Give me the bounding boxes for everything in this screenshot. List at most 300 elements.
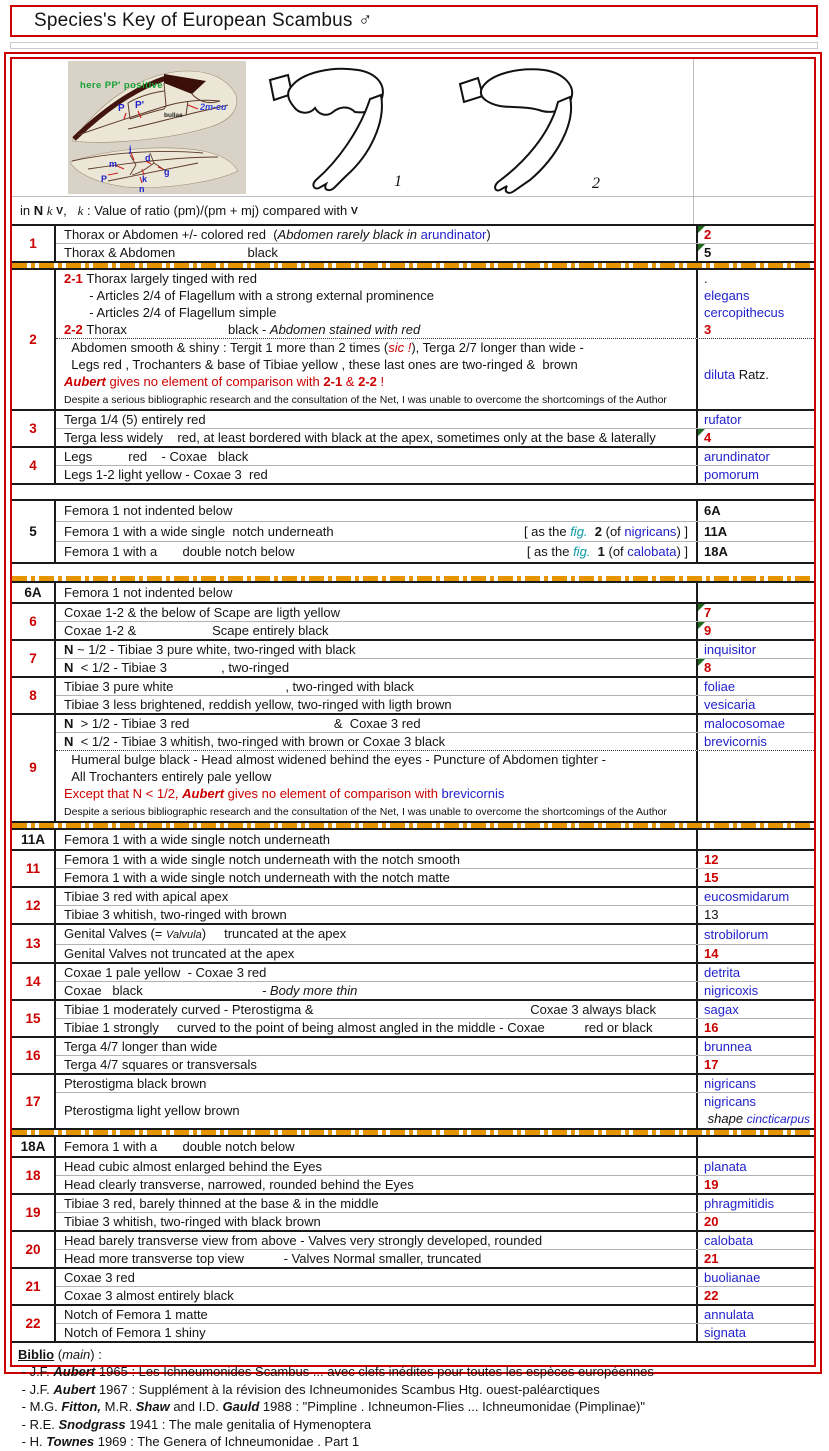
figure-1-number: 1 [394,173,402,190]
text-segment: strobilorum [704,926,769,942]
text-segment: N [33,203,47,218]
text-segment: 11A [704,523,728,539]
spacer [12,485,814,499]
entry-target [696,1158,814,1175]
key-couplet-14 [12,962,814,1001]
entry-target [696,1056,814,1073]
couplet-number: 18A [12,1137,56,1156]
entry-target [696,1324,814,1341]
wing-d-label: d [145,153,151,163]
text-segment: 2-1 [323,374,343,389]
text-segment: N [64,715,77,731]
key-entry [56,604,814,621]
text-segment: arundinator [704,449,770,464]
key-entry [56,715,814,732]
key-entry [56,1306,814,1323]
entry-description [56,906,696,923]
text-segment: ) [486,227,491,242]
key-section-header-18A [12,1135,814,1158]
entry-description [56,339,696,409]
key-couplet-18 [12,1156,814,1195]
text-segment: 1 [597,544,605,559]
text-line [64,851,692,868]
text-line [704,501,814,521]
key-couplet-5 [12,499,814,564]
key-entry [56,925,814,944]
entry-description [56,411,696,428]
text-segment: 12 [704,851,719,867]
text-segment: (of [602,523,625,539]
key-entry [56,1232,814,1249]
text-line [704,926,814,943]
text-segment: (of [604,544,628,559]
text-line [64,768,692,785]
text-line [704,366,814,383]
entry-target [696,715,814,732]
text-line [704,244,814,261]
couplet-number: 6A [12,583,56,602]
text-segment: N [64,733,77,749]
wing-m-label: m [109,159,118,169]
couplet-number: 9 [12,715,56,821]
text-segment: Coxae 3 red [64,1269,135,1285]
text-segment: 2 [594,523,602,539]
text-line [704,964,814,981]
key-entry [56,226,814,243]
couplet-entries [56,1306,814,1341]
text-segment: [ as the [523,523,571,539]
entry-description [56,466,696,483]
text-segment: Despite a serious bibliographic research and the consultation of the Net, I was unable to overcome the shortcomings of the Author [64,805,667,818]
couplet-number: 11 [12,851,56,886]
title-separator-strip [10,42,818,49]
text-line [64,906,692,923]
text-segment: eucosmidarum [704,888,790,904]
entry-target [696,1306,814,1323]
key-entry [56,1137,814,1156]
text-line [64,226,692,243]
entry-target [696,622,814,639]
text-line [64,321,692,338]
title-box [10,5,818,37]
text-line [704,869,814,886]
text-segment: Aubert [53,1381,96,1397]
entry-description [56,244,696,261]
text-segment: < 1/2 - Tibiae 3 , two-ringed [77,659,290,675]
text-segment: gives no element of comparison with [105,374,324,389]
text-segment: Tibiae 3 pure white , two-ringed with black [64,678,414,694]
key-entry [56,981,814,999]
text-segment: arundinator [420,227,487,242]
text-segment: 2-2 [358,374,377,389]
text-line [704,888,814,905]
text-segment: buolianae [704,1269,761,1285]
text-segment: 17 [704,1056,719,1072]
couplet-number: 22 [12,1306,56,1341]
entry-target [696,888,814,905]
text-line [64,1001,692,1018]
text-line [704,1001,814,1018]
text-segment: Notch of Femora 1 shiny [64,1324,206,1340]
couplet-number: 14 [12,964,56,999]
text-line [64,945,692,962]
text-line [64,1176,692,1193]
text-segment: 21 [704,1250,719,1266]
text-segment: Tibiae 3 whitish, two-ringed with brown [64,906,287,922]
text-segment: - H. [18,1434,47,1449]
text-segment: main [62,1346,91,1362]
couplet-entries [56,964,814,999]
text-segment: Legs red , Trochanters & base of Tibiae yellow , these last ones are two-ringed & brown [64,357,578,372]
entry-description [56,1019,696,1036]
dichotomous-key-table [12,224,814,1343]
entry-target [696,1093,814,1128]
entry-description [56,1038,696,1055]
text-line [704,1213,814,1230]
entry-target [696,448,814,465]
entry-target [696,1019,814,1036]
text-line [704,1056,814,1073]
entry-description [56,659,696,676]
text-line [64,964,692,981]
entry-target [696,964,814,981]
couplet-number: 21 [12,1269,56,1304]
text-segment: brunnea [704,1038,752,1054]
key-entry [56,868,814,886]
text-line [64,1324,692,1341]
text-line [704,733,814,750]
text-line [64,373,692,390]
entry-target [696,604,814,621]
text-line [704,715,814,732]
key-couplet-19 [12,1193,814,1232]
text-line [704,851,814,868]
text-segment: - Articles 2/4 of Flagellum simple [64,305,277,320]
text-segment [590,544,597,559]
wing-p2-label: P' [135,100,145,111]
text-line [64,733,692,750]
biblio-entry [18,1433,810,1451]
entry-description [56,1269,696,1286]
key-entry [56,1175,814,1193]
text-segment: Femora 1 with a wide single notch underneath [64,831,330,847]
text-segment: Femora 1 with a wide single notch underneath with the notch smooth [64,851,461,867]
entry-target [696,542,814,562]
text-segment: Shaw [135,1399,170,1414]
biblio-entry [18,1398,810,1416]
key-couplet-11 [12,849,814,888]
text-segment: 1967 : Supplément à la révision des Ichneumonides Scambus Htg. ouest-paléarctiques [95,1381,600,1397]
text-segment: Snodgrass [58,1416,126,1432]
text-segment: Tibiae 3 whitish, two-ringed with black brown [64,1213,321,1229]
wing-P-label: P [101,174,108,184]
text-segment: 2 [704,227,712,242]
page-title: Species's Key of European Scambus ♂ [34,10,373,31]
femur-figure-1 [258,62,428,194]
entry-target [696,1137,814,1156]
key-entry [56,905,814,923]
entry-description [56,542,696,562]
text-line [64,287,692,304]
couplet-number: 1 [12,226,56,261]
green-corner-marker [698,226,705,233]
key-entry [56,521,814,542]
couplet-entries [56,925,814,962]
text-line [704,1324,814,1341]
text-line [64,696,692,713]
text-segment: Coxae 1 pale yellow - Coxae 3 red [64,964,267,980]
text-segment: Aubert [182,785,225,801]
text-line [704,1176,814,1193]
text-line [64,622,692,639]
key-entry [56,1158,814,1175]
key-couplet-8 [12,676,814,715]
text-segment: Notch of Femora 1 matte [64,1306,208,1322]
text-line [64,1306,692,1323]
key-entry [56,750,814,821]
text-line [704,678,814,695]
text-segment: inquisitor [704,641,757,657]
text-segment: Thorax largely tinged with red [86,271,257,286]
text-line [704,304,814,321]
text-segment: elegans [704,288,750,303]
text-line [704,1110,814,1128]
text-line [704,1250,814,1267]
text-segment: 2-1 [64,271,87,286]
text-segment: . [704,271,708,286]
key-entry [56,428,814,446]
key-couplet-6 [12,602,814,641]
text-segment: 19 [704,1176,719,1192]
couplet-entries [56,641,814,676]
text-line [704,906,814,923]
entry-target [696,1038,814,1055]
text-segment: k [46,202,53,218]
entry-target [696,339,814,409]
text-segment: malocosomae [704,715,785,731]
text-segment: Head clearly transverse, narrowed, rounded behind the Eyes [64,1176,414,1192]
couplet-entries [56,583,814,602]
entry-description [56,1075,696,1092]
text-line [64,356,692,373]
text-line [704,270,814,287]
text-line [64,448,692,465]
couplet-number: 20 [12,1232,56,1267]
entry-description [56,733,696,750]
text-line [64,1075,692,1092]
couplet-number: 2 [12,270,56,409]
biblio-entry [18,1416,810,1434]
key-entry [56,321,814,338]
text-line [704,466,814,483]
text-segment: All Trochanters entirely pale yellow [64,768,272,784]
spacer [12,564,814,576]
entry-description [56,321,696,338]
key-entry [56,1212,814,1230]
couplet-entries [56,1137,814,1156]
green-corner-marker [698,604,705,611]
text-segment: Terga 4/7 longer than wide [64,1038,218,1054]
couplet-number: 4 [12,448,56,483]
text-line [64,1138,692,1155]
couplet-number: 17 [12,1075,56,1128]
entry-target [696,641,814,658]
couplet-entries [56,411,814,446]
text-segment: , [63,203,78,218]
entry-target [696,1176,814,1193]
green-corner-marker [698,429,705,436]
entry-description [56,1195,696,1212]
text-line [704,1075,814,1092]
text-line [704,945,814,962]
text-segment: ) truncated at the apex [201,925,347,941]
text-segment: 18A [704,544,728,559]
key-entry [56,583,814,602]
entry-target [696,321,814,338]
main-outer-frame [4,52,822,1449]
text-segment: Legs red - Coxae black [64,449,249,464]
text-segment: Thorax black - [86,322,270,337]
couplet-entries [56,830,814,849]
text-line [704,1232,814,1249]
text-segment: Abdomen rarely black in [277,227,421,242]
text-line [64,888,692,905]
text-line [64,1056,692,1073]
text-line [704,659,814,676]
entry-target [696,501,814,521]
text-segment: Except that N < 1/2, [64,785,183,801]
figure-row [12,59,814,197]
entry-description [56,751,696,821]
text-segment: ) ] [676,523,688,539]
key-entry [56,1269,814,1286]
text-line [64,390,692,409]
couplet-number: 3 [12,411,56,446]
text-segment: ), Terga 2/7 longer than wide - [411,340,584,355]
key-entry [56,287,814,304]
key-entry [56,695,814,713]
entry-target [696,1001,814,1018]
text-line [64,1038,692,1055]
entry-target [696,1232,814,1249]
line-right [524,522,688,542]
entry-description [56,304,696,321]
text-segment: detrita [704,964,741,980]
entry-description [56,869,696,886]
text-line [704,321,814,338]
entry-description [56,888,696,905]
entry-description [56,1232,696,1249]
text-segment: ~ 1/2 - Tibiae 3 pure white, two-ringed with black [77,641,356,657]
text-line [704,542,814,562]
text-segment: rufator [704,412,742,427]
entry-description [56,1093,696,1128]
entry-target [696,270,814,287]
key-entry [56,830,814,849]
figure-2-number: 2 [592,175,600,192]
wing-bullae-label: bullae [164,112,183,119]
entry-target [696,1075,814,1092]
biblio-entry [18,1381,810,1399]
text-segment: Femora 1 with a wide single notch underneath with the notch matte [64,869,450,885]
entry-target [696,1287,814,1304]
text-segment: V [56,204,64,217]
text-line [64,466,692,483]
couplet-entries [56,448,814,483]
key-entry [56,304,814,321]
couplet-entries [56,501,814,562]
key-couplet-12 [12,886,814,925]
key-couplet-16 [12,1036,814,1075]
text-segment: 2-2 [64,322,87,337]
text-segment: Tibiae 1 moderately curved - Pterostigma & Coxae 3 always black [64,1001,656,1017]
entry-description [56,501,696,521]
entry-target [696,751,814,821]
text-segment: Femora 1 not indented below [64,584,233,600]
text-segment: Coxae 3 almost entirely black [64,1287,234,1303]
entry-description [56,982,696,999]
text-segment: N [64,641,77,657]
text-line [64,1019,692,1036]
entry-description [56,830,696,849]
text-segment: Terga 1/4 (5) entirely red [64,412,206,427]
text-segment: - J.F. [18,1381,54,1397]
entry-description [56,448,696,465]
entry-target [696,733,814,750]
text-line [704,287,814,304]
text-segment: Femora 1 with a double notch below [64,1138,295,1154]
text-line [64,831,692,848]
text-segment: 1941 : The male genitalia of Hymenoptera [125,1416,372,1432]
text-segment: vesicaria [704,696,756,712]
entry-target [696,906,814,923]
entry-description [56,1324,696,1341]
key-couplet-21 [12,1267,814,1306]
entry-target [696,287,814,304]
text-segment: Biblio [18,1346,55,1362]
key-couplet-15 [12,999,814,1038]
text-segment: nigricans [704,1093,757,1109]
text-segment: Femora 1 with a double notch below [64,544,295,559]
couplet-entries [56,1232,814,1267]
wing-g-label: g [164,167,170,177]
text-line [64,339,692,356]
key-entry [56,1092,814,1128]
text-line [64,751,692,768]
text-line [64,1269,692,1286]
key-section-header-6A [12,581,814,604]
text-segment: brevicornis [441,785,505,801]
couplet-entries [56,888,814,923]
entry-description [56,678,696,695]
text-segment: 3 [704,322,712,337]
text-line [64,802,692,821]
couplet-number: 6 [12,604,56,639]
text-line [64,584,692,601]
text-segment: Genital Valves (= [64,925,167,941]
text-line [704,1269,814,1286]
text-segment: Head cubic almost enlarged behind the Eyes [64,1158,322,1174]
key-entry [56,243,814,261]
key-entry [56,1055,814,1073]
text-segment: calobata [704,1232,754,1248]
text-segment: 22 [704,1287,719,1303]
key-entry [56,621,814,639]
text-segment: Aubert [53,1364,96,1379]
text-line [64,270,692,287]
text-segment: Fitton, [61,1399,102,1414]
key-section-header-11A [12,828,814,851]
